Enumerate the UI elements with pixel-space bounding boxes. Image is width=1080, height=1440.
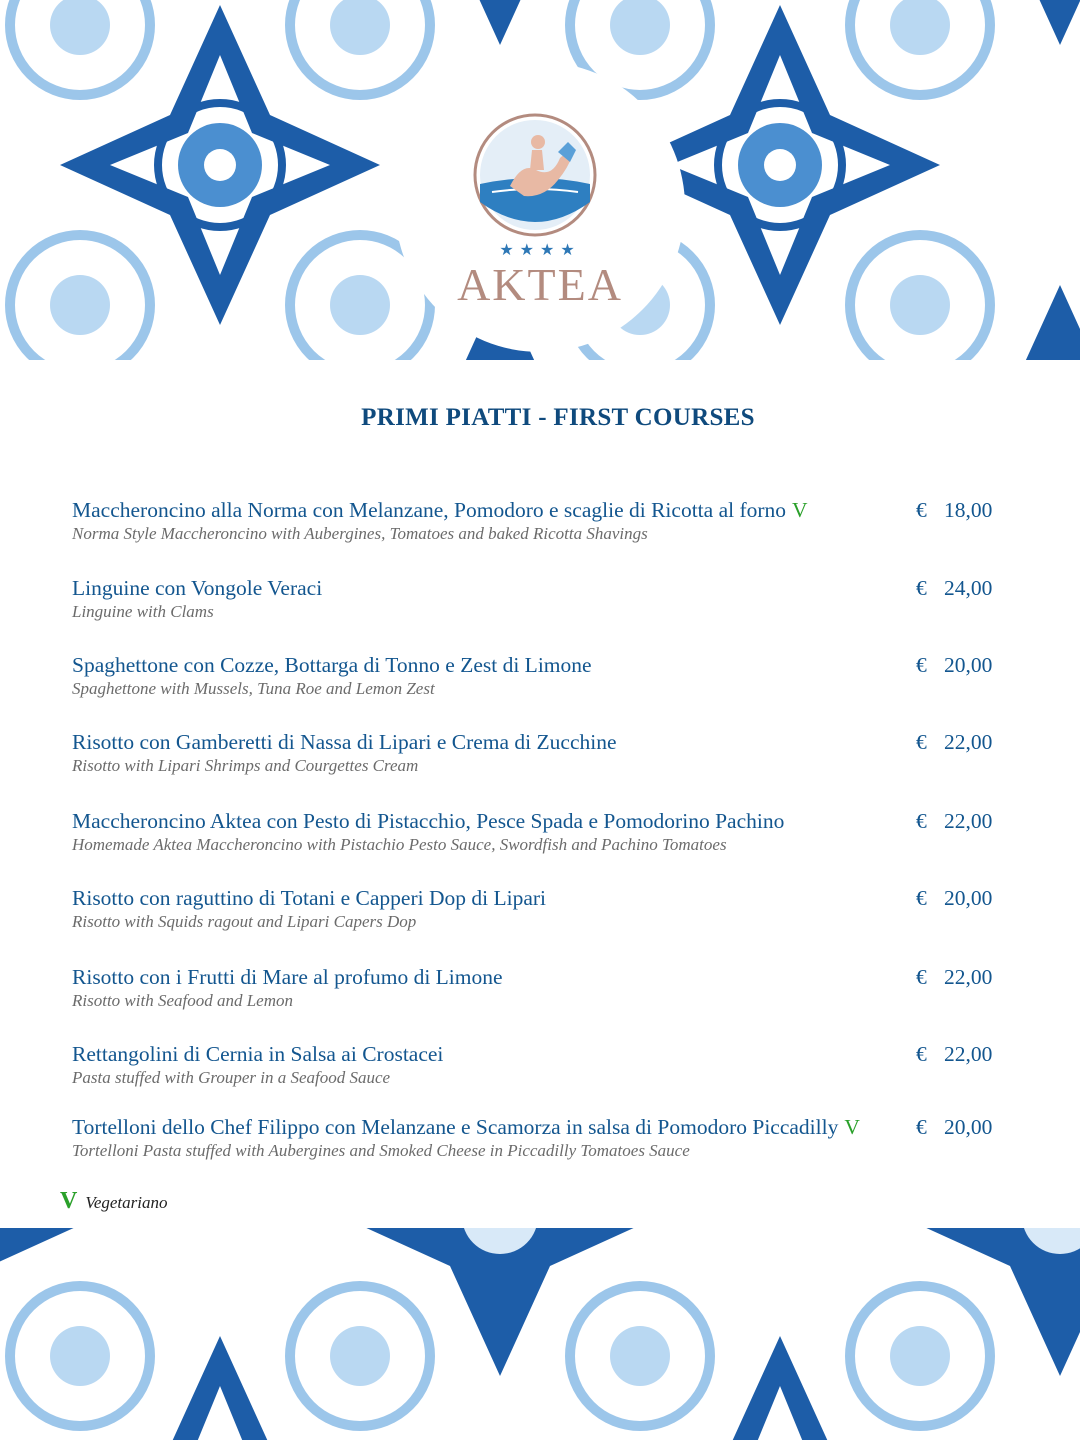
dish-name [72,1115,860,1140]
dish-price [916,498,998,523]
menu-item [72,498,1012,558]
vegetarian-mark: V [60,1188,78,1214]
section-title: PRIMI PIATTI - FIRST COURSES [361,404,755,431]
price-amount: 22,00 [944,1042,993,1066]
dish-name [72,886,546,911]
top-tile-border [0,0,1080,360]
brand-name: AKTEA [457,259,623,310]
dish-name [72,965,503,990]
dish-description: Linguine with Clams [72,602,214,621]
currency-symbol: € [916,653,927,677]
currency-symbol: € [916,1115,927,1139]
menu-item [72,1042,1012,1102]
dish-price [916,1042,998,1067]
dish-description: Risotto with Lipari Shrimps and Courgettes Cream [72,756,419,775]
dish-name-text: Risotto con raguttino di Totani e Capperi Dop di Lipari [72,886,547,910]
price-amount: 20,00 [944,886,993,910]
tile-pattern-bottom [0,1228,1080,1440]
currency-symbol: € [916,1042,927,1066]
price-amount: 20,00 [944,653,993,677]
currency-symbol: € [916,809,927,833]
price-amount: 24,00 [944,576,993,600]
dish-price [916,886,998,911]
menu-item [72,965,1012,1025]
dish-name [72,809,784,834]
dish-description: Norma Style Maccheroncino with Aubergines, Tomatoes and baked Ricotta Shavings [72,524,648,543]
dish-name-text: Risotto con i Frutti di Mare al profumo di Limone [72,965,503,989]
dish-name [72,653,592,678]
dish-description: Risotto with Seafood and Lemon [72,991,293,1010]
dish-name-text: Spaghettone con Cozze, Bottarga di Tonno e Zest di Limone [72,653,592,677]
dish-price [916,730,998,755]
vegetarian-mark: V [844,1115,860,1139]
price-amount: 22,00 [944,730,993,754]
price-amount: 22,00 [944,965,993,989]
menu-item [72,809,1012,869]
dish-description: Spaghettone with Mussels, Tuna Roe and Lemon Zest [72,679,435,698]
mermaid-emblem-icon [472,112,598,238]
dish-price [916,653,998,678]
dish-name-text: Tortelloni dello Chef Filippo con Melanzane e Scamorza in salsa di Pomodoro Piccadilly [72,1115,839,1139]
dish-name [72,1042,443,1067]
dish-price [916,809,998,834]
price-amount: 22,00 [944,809,993,833]
vegetarian-mark: V [792,498,808,522]
dish-name [72,576,322,601]
currency-symbol: € [916,886,927,910]
dish-name-text: Linguine con Vongole Veraci [72,576,323,600]
dish-description: Pasta stuffed with Grouper in a Seafood Sauce [72,1068,391,1087]
currency-symbol: € [916,576,927,600]
dish-description: Risotto with Squids ragout and Lipari Capers Dop [72,912,417,931]
hotel-stars: ★★★★ [499,240,581,259]
currency-symbol: € [916,965,927,989]
menu-item [72,730,1012,790]
dish-name-text: Maccheroncino Aktea con Pesto di Pistacchio, Pesce Spada e Pomodorino Pachino [72,809,785,833]
currency-symbol: € [916,498,927,522]
currency-symbol: € [916,730,927,754]
vegetarian-legend [60,1188,168,1215]
dish-name [72,498,808,523]
dish-name-text: Rettangolini di Cernia in Salsa ai Crostacei [72,1042,444,1066]
dish-price [916,965,998,990]
menu-item [72,576,1012,636]
vegetarian-label: Vegetariano [85,1193,168,1212]
dish-name-text: Risotto con Gamberetti di Nassa di Lipari e Crema di Zucchine [72,730,617,754]
dish-name [72,730,617,755]
brand-logo [395,0,685,360]
price-amount: 18,00 [944,498,993,522]
menu-item [72,1115,1012,1175]
dish-price [916,1115,998,1140]
dish-name-text: Maccheroncino alla Norma con Melanzane, Pomodoro e scaglie di Ricotta al forno [72,498,787,522]
price-amount: 20,00 [944,1115,993,1139]
dish-price [916,576,998,601]
menu-item [72,886,1012,946]
bottom-tile-border [0,1228,1080,1440]
menu-item [72,653,1012,713]
dish-description: Homemade Aktea Maccheroncino with Pistachio Pesto Sauce, Swordfish and Pachino Tomatoes [72,835,727,854]
dish-description: Tortelloni Pasta stuffed with Aubergines and Smoked Cheese in Piccadilly Tomatoes Sauce [72,1141,690,1160]
